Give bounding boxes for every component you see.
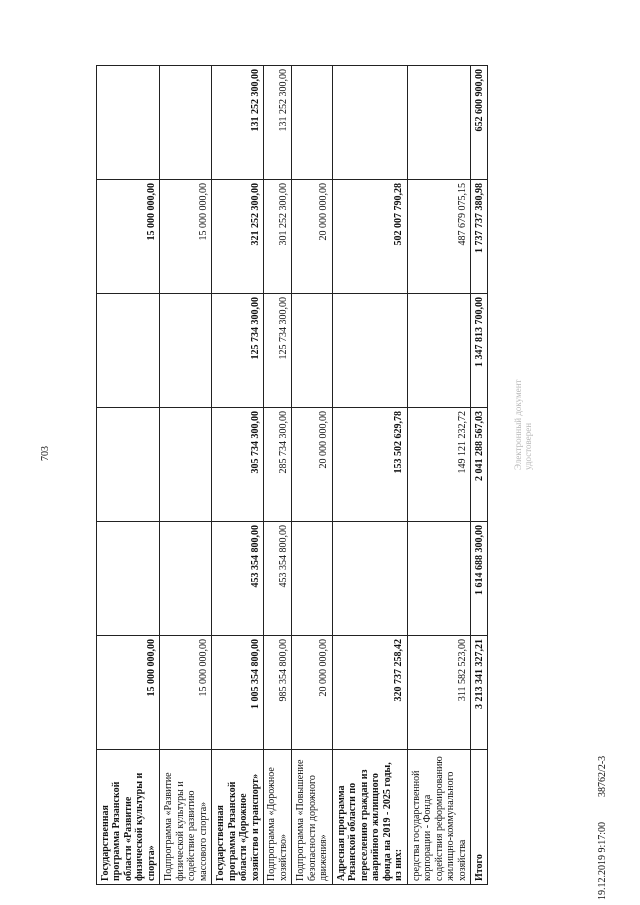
amount-cell: 1 347 813 700,00 <box>471 294 488 408</box>
amount-cell <box>160 294 212 408</box>
amount-cell: 15 000 000,00 <box>160 636 212 750</box>
stamp-line: Электронный документ <box>513 379 523 470</box>
stamp-line: удостоверен <box>523 422 534 470</box>
amount-cell <box>292 294 332 408</box>
row-label: Итого <box>471 750 488 885</box>
row-label: средства государственной корпорации - Фонда содействия реформированию жилищно-коммунального хозяйства <box>407 750 470 885</box>
amount-cell: 1 737 737 380,98 <box>471 180 488 294</box>
row-label: Подпрограмма «Дорожное хозяйство» <box>264 750 292 885</box>
amount-cell <box>407 522 470 636</box>
amount-cell: 3 213 341 327,21 <box>471 636 488 750</box>
amount-cell: 285 734 300,00 <box>264 408 292 522</box>
budget-table-rotated <box>96 65 488 885</box>
amount-cell <box>97 294 160 408</box>
amount-cell: 1 614 688 300,00 <box>471 522 488 636</box>
amount-cell <box>407 294 470 408</box>
amount-cell: 15 000 000,00 <box>97 180 160 294</box>
amount-cell: 2 041 288 567,03 <box>471 408 488 522</box>
amount-cell <box>332 294 407 408</box>
amount-cell: 453 354 800,00 <box>212 522 264 636</box>
table-row <box>292 66 332 885</box>
amount-cell: 15 000 000,00 <box>160 180 212 294</box>
amount-cell: 652 600 900,00 <box>471 66 488 180</box>
amount-cell <box>160 522 212 636</box>
footer-doc-id: 38762/2-3 <box>597 755 608 797</box>
amount-cell: 20 000 000,00 <box>292 408 332 522</box>
table-row <box>407 66 470 885</box>
amount-cell: 321 252 300,00 <box>212 180 264 294</box>
table-row <box>471 66 488 885</box>
amount-cell: 1 005 354 800,00 <box>212 636 264 750</box>
amount-cell: 125 734 300,00 <box>212 294 264 408</box>
page-number: 703 <box>40 446 51 461</box>
budget-table <box>96 65 488 885</box>
amount-cell: 487 679 075,15 <box>407 180 470 294</box>
row-label: Подпрограмма «Развитие физической культуры и содействие развитию массового спорта» <box>160 750 212 885</box>
amount-cell: 305 734 300,00 <box>212 408 264 522</box>
amount-cell: 20 000 000,00 <box>292 180 332 294</box>
amount-cell <box>160 66 212 180</box>
amount-cell: 149 121 232,72 <box>407 408 470 522</box>
amount-cell: 153 502 629,78 <box>332 408 407 522</box>
table-row <box>212 66 264 885</box>
amount-cell: 453 354 800,00 <box>264 522 292 636</box>
amount-cell: 311 582 523,00 <box>407 636 470 750</box>
amount-cell: 320 737 258,42 <box>332 636 407 750</box>
row-label: Подпрограмма «Повышение безопасности дорожного движения» <box>292 750 332 885</box>
amount-cell <box>160 408 212 522</box>
electronic-signature-stamp <box>513 380 534 471</box>
table-row <box>97 66 160 885</box>
row-label: Государственная программа Рязанской области «Дорожное хозяйство и транспорт» <box>212 750 264 885</box>
row-label: Государственная программа Рязанской области «Развитие физической культуры и спорта» <box>97 750 160 885</box>
row-label: Адресная программа Рязанской области по переселению граждан из аварийного жилищного фонда на 2019 - 2025 годы, из них: <box>332 750 407 885</box>
footer-datetime: 19.12.2019 9:17:00 <box>597 821 608 900</box>
amount-cell: 131 252 300,00 <box>264 66 292 180</box>
amount-cell <box>292 522 332 636</box>
amount-cell: 131 252 300,00 <box>212 66 264 180</box>
amount-cell <box>292 66 332 180</box>
amount-cell <box>97 66 160 180</box>
amount-cell <box>97 522 160 636</box>
amount-cell <box>97 408 160 522</box>
amount-cell <box>332 522 407 636</box>
amount-cell: 985 354 800,00 <box>264 636 292 750</box>
amount-cell: 502 007 790,28 <box>332 180 407 294</box>
amount-cell: 20 000 000,00 <box>292 636 332 750</box>
amount-cell: 301 252 300,00 <box>264 180 292 294</box>
table-row <box>332 66 407 885</box>
amount-cell: 125 734 300,00 <box>264 294 292 408</box>
table-row <box>264 66 292 885</box>
amount-cell: 15 000 000,00 <box>97 636 160 750</box>
amount-cell <box>407 66 470 180</box>
table-row <box>160 66 212 885</box>
amount-cell <box>332 66 407 180</box>
document-footer <box>597 756 608 900</box>
